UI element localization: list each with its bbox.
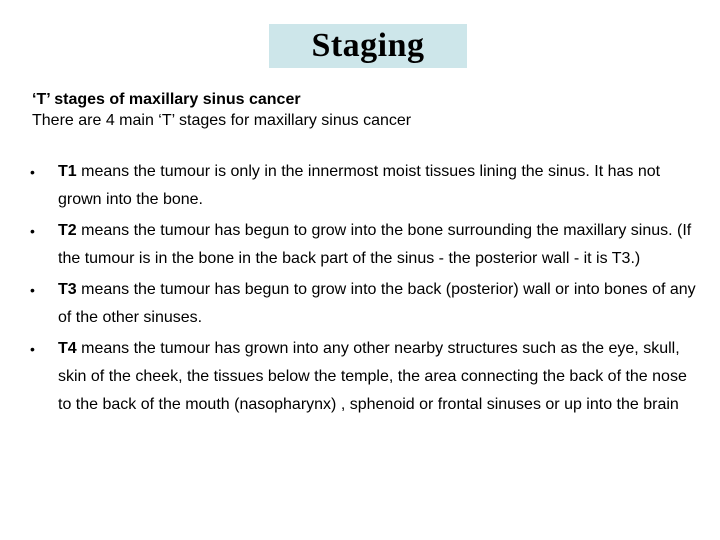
list-item bbox=[28, 276, 698, 332]
bullet-icon: • bbox=[30, 282, 35, 298]
stage-term: T2 bbox=[58, 222, 77, 239]
stage-list bbox=[28, 158, 698, 422]
intro-text: There are 4 main ‘T’ stages for maxillary sinus cancer bbox=[32, 112, 412, 129]
bullet-icon: • bbox=[30, 164, 35, 180]
stage-description: means the tumour has grown into any other nearby structures such as the eye, skull, skin of the cheek, the tissues below the temple, the area connecting the back of the nose to the back of the mouth (nasopharynx) , sphenoid or frontal sinuses or up into the brain bbox=[58, 340, 687, 413]
stage-term: T3 bbox=[58, 281, 77, 298]
stage-description: means the tumour is only in the innermost moist tissues lining the sinus. It has not grown into the bone. bbox=[58, 163, 661, 208]
stage-description: means the tumour has begun to grow into the back (posterior) wall or into bones of any of the other sinuses. bbox=[58, 281, 696, 326]
stage-description: means the tumour has begun to grow into the bone surrounding the maxillary sinus. (If the tumour is in the bone in the back part of the sinus - the posterior wall - it is T3.) bbox=[58, 222, 692, 267]
bullet-icon: • bbox=[30, 341, 35, 357]
list-item bbox=[28, 217, 698, 273]
slide-subtitle: ‘T’ stages of maxillary sinus cancer bbox=[32, 91, 301, 108]
list-item bbox=[28, 158, 698, 214]
title-box bbox=[269, 24, 467, 68]
stage-term: T1 bbox=[58, 163, 77, 180]
list-item bbox=[28, 335, 698, 419]
bullet-icon: • bbox=[30, 223, 35, 239]
stage-term: T4 bbox=[58, 340, 77, 357]
slide-title: Staging bbox=[311, 27, 425, 64]
